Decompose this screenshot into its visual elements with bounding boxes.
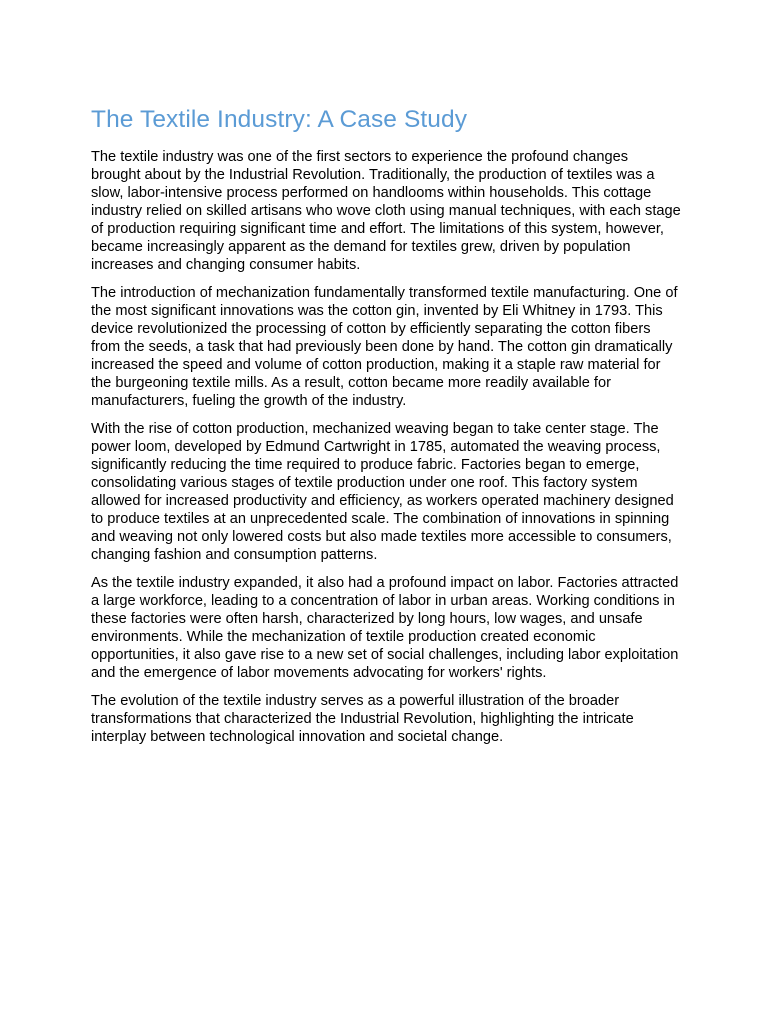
document-title: The Textile Industry: A Case Study — [91, 106, 468, 133]
document-body — [91, 104, 681, 756]
paragraph-2: The introduction of mechanization fundamentally transformed textile manufacturing. One of the most significant innovations was the cotton gin, invented by Eli Whitney in 1793. This device revolutionized the processing of cotton by efficiently separating the cotton fibers from the seeds, a task that had previously been done by hand. The cotton gin dramatically increased the speed and volume of cotton production, making it a staple raw material for the burgeoning textile mills. As a result, cotton became more readily available for manufacturers, fueling the growth of the industry. — [91, 285, 678, 409]
paragraph-3: With the rise of cotton production, mechanized weaving began to take center stage. The power loom, developed by Edmund Cartwright in 1785, automated the weaving process, significantly reducing the time required to produce fabric. Factories began to emerge, consolidating various stages of textile production under one roof. This factory system allowed for increased productivity and efficiency, as workers operated machinery designed to produce textiles at an unprecedented scale. The combination of innovations in spinning and weaving not only lowered costs but also made textiles more accessible to consumers, changing fashion and consumption patterns. — [91, 421, 674, 563]
paragraph-4: As the textile industry expanded, it also had a profound impact on labor. Factories attracted a large workforce, leading to a concentration of labor in urban areas. Working conditions in these factories were often harsh, characterized by long hours, low wages, and unsafe environments. While the mechanization of textile production created economic opportunities, it also gave rise to a new set of social challenges, including labor exploitation and the emergence of labor movements advocating for workers' rights. — [91, 575, 679, 681]
paragraph-1: The textile industry was one of the first sectors to experience the profound changes brought about by the Industrial Revolution. Traditionally, the production of textiles was a slow, labor-intensive process performed on handlooms within households. This cottage industry relied on skilled artisans who wove cloth using manual techniques, with each stage of production requiring significant time and effort. The limitations of this system, however, became increasingly apparent as the demand for textiles grew, driven by population increases and changing consumer habits. — [91, 149, 681, 273]
paragraph-5: The evolution of the textile industry serves as a powerful illustration of the broader transformations that characterized the Industrial Revolution, highlighting the intricate interplay between technological innovation and societal change. — [91, 693, 634, 745]
